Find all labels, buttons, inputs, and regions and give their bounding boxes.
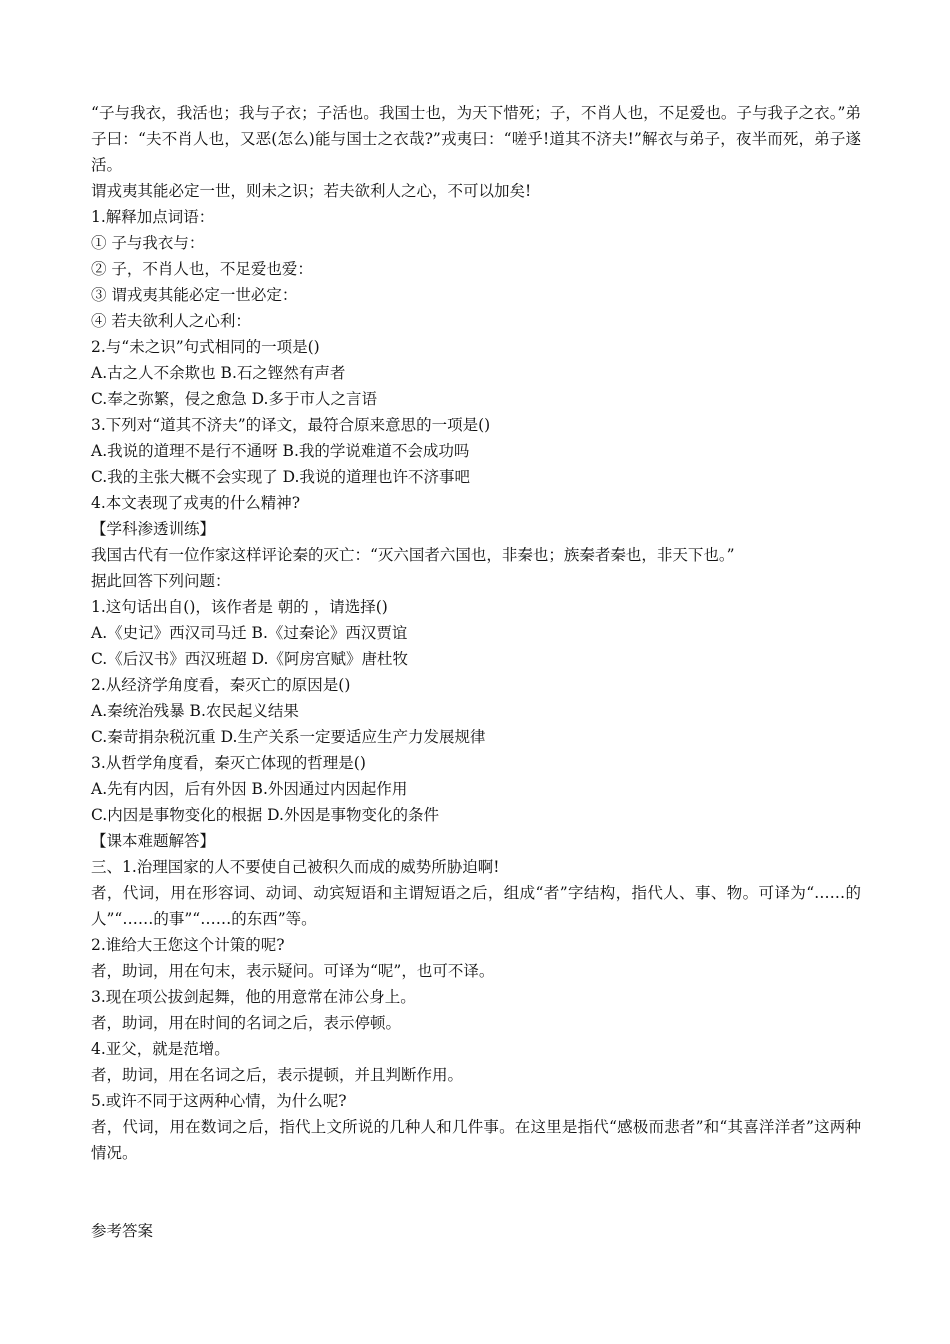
question-2: 2.与“未之识”句式相同的一项是()	[91, 338, 320, 356]
answer-line: 4.亚父，就是范增。	[91, 1040, 230, 1058]
question-1-item-2: ② 子，不肖人也，不足爱也爱：	[91, 260, 313, 278]
cross-question-3-options-ab: A.先有内因，后有外因 B.外因通过内因起作用	[91, 780, 408, 798]
cross-question-3-options-cd: C.内因是事物变化的根据 D.外因是事物变化的条件	[91, 806, 439, 824]
question-1: 1.解释加点词语：	[91, 208, 215, 226]
cross-question-2: 2.从经济学角度看，秦灭亡的原因是()	[91, 676, 351, 694]
cross-question-1-options-ab: A.《史记》西汉司马迁 B.《过秦论》西汉贾谊	[91, 624, 408, 642]
reference-answers-heading: 参考答案	[91, 1222, 154, 1240]
cross-question-1: 1.这句话出自()，该作者是 朝的 ，请选择()	[91, 598, 388, 616]
passage-paragraph: 谓戎夷其能必定一世，则未之识；若夫欲利人之心，不可以加矣!	[91, 182, 532, 200]
passage-paragraph: “子与我衣，我活也；我与子衣；子活也。我国士也，为天下惜死；子，不肖人也，不足爱也。子与我子之衣。”弟子曰：“夫不肖人也，又恶(怎么)能与国士之衣哉?”戎夷曰：“嗟乎!道其不济夫!”解衣与弟子，夜半而死，弟子遂活。	[91, 104, 861, 174]
cross-question-3: 3.从哲学角度看，秦灭亡体现的哲理是()	[91, 754, 366, 772]
question-4: 4.本文表现了戎夷的什么精神?	[91, 494, 301, 512]
answer-explanation: 者，助词，用在名词之后，表示提顿，并且判断作用。	[91, 1066, 464, 1084]
answer-line: 3.现在项公拔剑起舞，他的用意常在沛公身上。	[91, 988, 416, 1006]
question-2-options-cd: C.奉之弥繁，侵之愈急 D.多于市人之言语	[91, 390, 377, 408]
question-3-options-cd: C.我的主张大概不会实现了 D.我说的道理也许不济事吧	[91, 468, 470, 486]
question-1-item-1: ① 子与我衣与：	[91, 234, 205, 252]
question-1-item-3: ③ 谓戎夷其能必定一世必定：	[91, 286, 298, 304]
answer-line: 5.或许不同于这两种心情，为什么呢?	[91, 1092, 347, 1110]
question-3: 3.下列对“道其不济夫”的译文，最符合原来意思的一项是()	[91, 416, 491, 434]
answer-line: 2.谁给大王您这个计策的呢?	[91, 936, 285, 954]
cross-subject-instruction: 据此回答下列问题：	[91, 572, 231, 590]
answer-explanation: 者，助词，用在句末，表示疑问。可译为“呢”，也可不译。	[91, 962, 495, 980]
cross-question-2-options-ab: A.秦统治残暴 B.农民起义结果	[91, 702, 299, 720]
answer-explanation: 者，助词，用在时间的名词之后，表示停顿。	[91, 1014, 402, 1032]
question-3-options-ab: A.我说的道理不是行不通呀 B.我的学说难道不会成功吗	[91, 442, 470, 460]
question-2-options-ab: A.古之人不余欺也 B.石之铿然有声者	[91, 364, 346, 382]
section-heading-cross-subject: 【学科渗透训练】	[91, 520, 216, 538]
answer-explanation: 者，代词，用在形容词、动词、动宾短语和主谓短语之后，组成“者”字结构，指代人、事、物。可译为“……的人”“……的事”“……的东西”等。	[91, 884, 861, 928]
answer-explanation: 者，代词，用在数词之后，指代上文所说的几种人和几件事。在这里是指代“感极而悲者”和“其喜洋洋者”这两种情况。	[91, 1118, 861, 1162]
document-body	[91, 100, 861, 1244]
question-1-item-4: ④ 若夫欲利人之心利：	[91, 312, 251, 330]
blank-space	[91, 1166, 861, 1218]
section-heading-textbook-answers: 【课本难题解答】	[91, 832, 216, 850]
answer-line: 三、1.治理国家的人不要使自己被积久而成的威势所胁迫啊!	[91, 858, 500, 876]
cross-subject-intro: 我国古代有一位作家这样评论秦的灭亡：“灭六国者六国也，非秦也；族秦者秦也，非天下也。”	[91, 546, 735, 564]
cross-question-2-options-cd: C.秦苛捐杂税沉重 D.生产关系一定要适应生产力发展规律	[91, 728, 486, 746]
cross-question-1-options-cd: C.《后汉书》西汉班超 D.《阿房宫赋》唐杜牧	[91, 650, 408, 668]
